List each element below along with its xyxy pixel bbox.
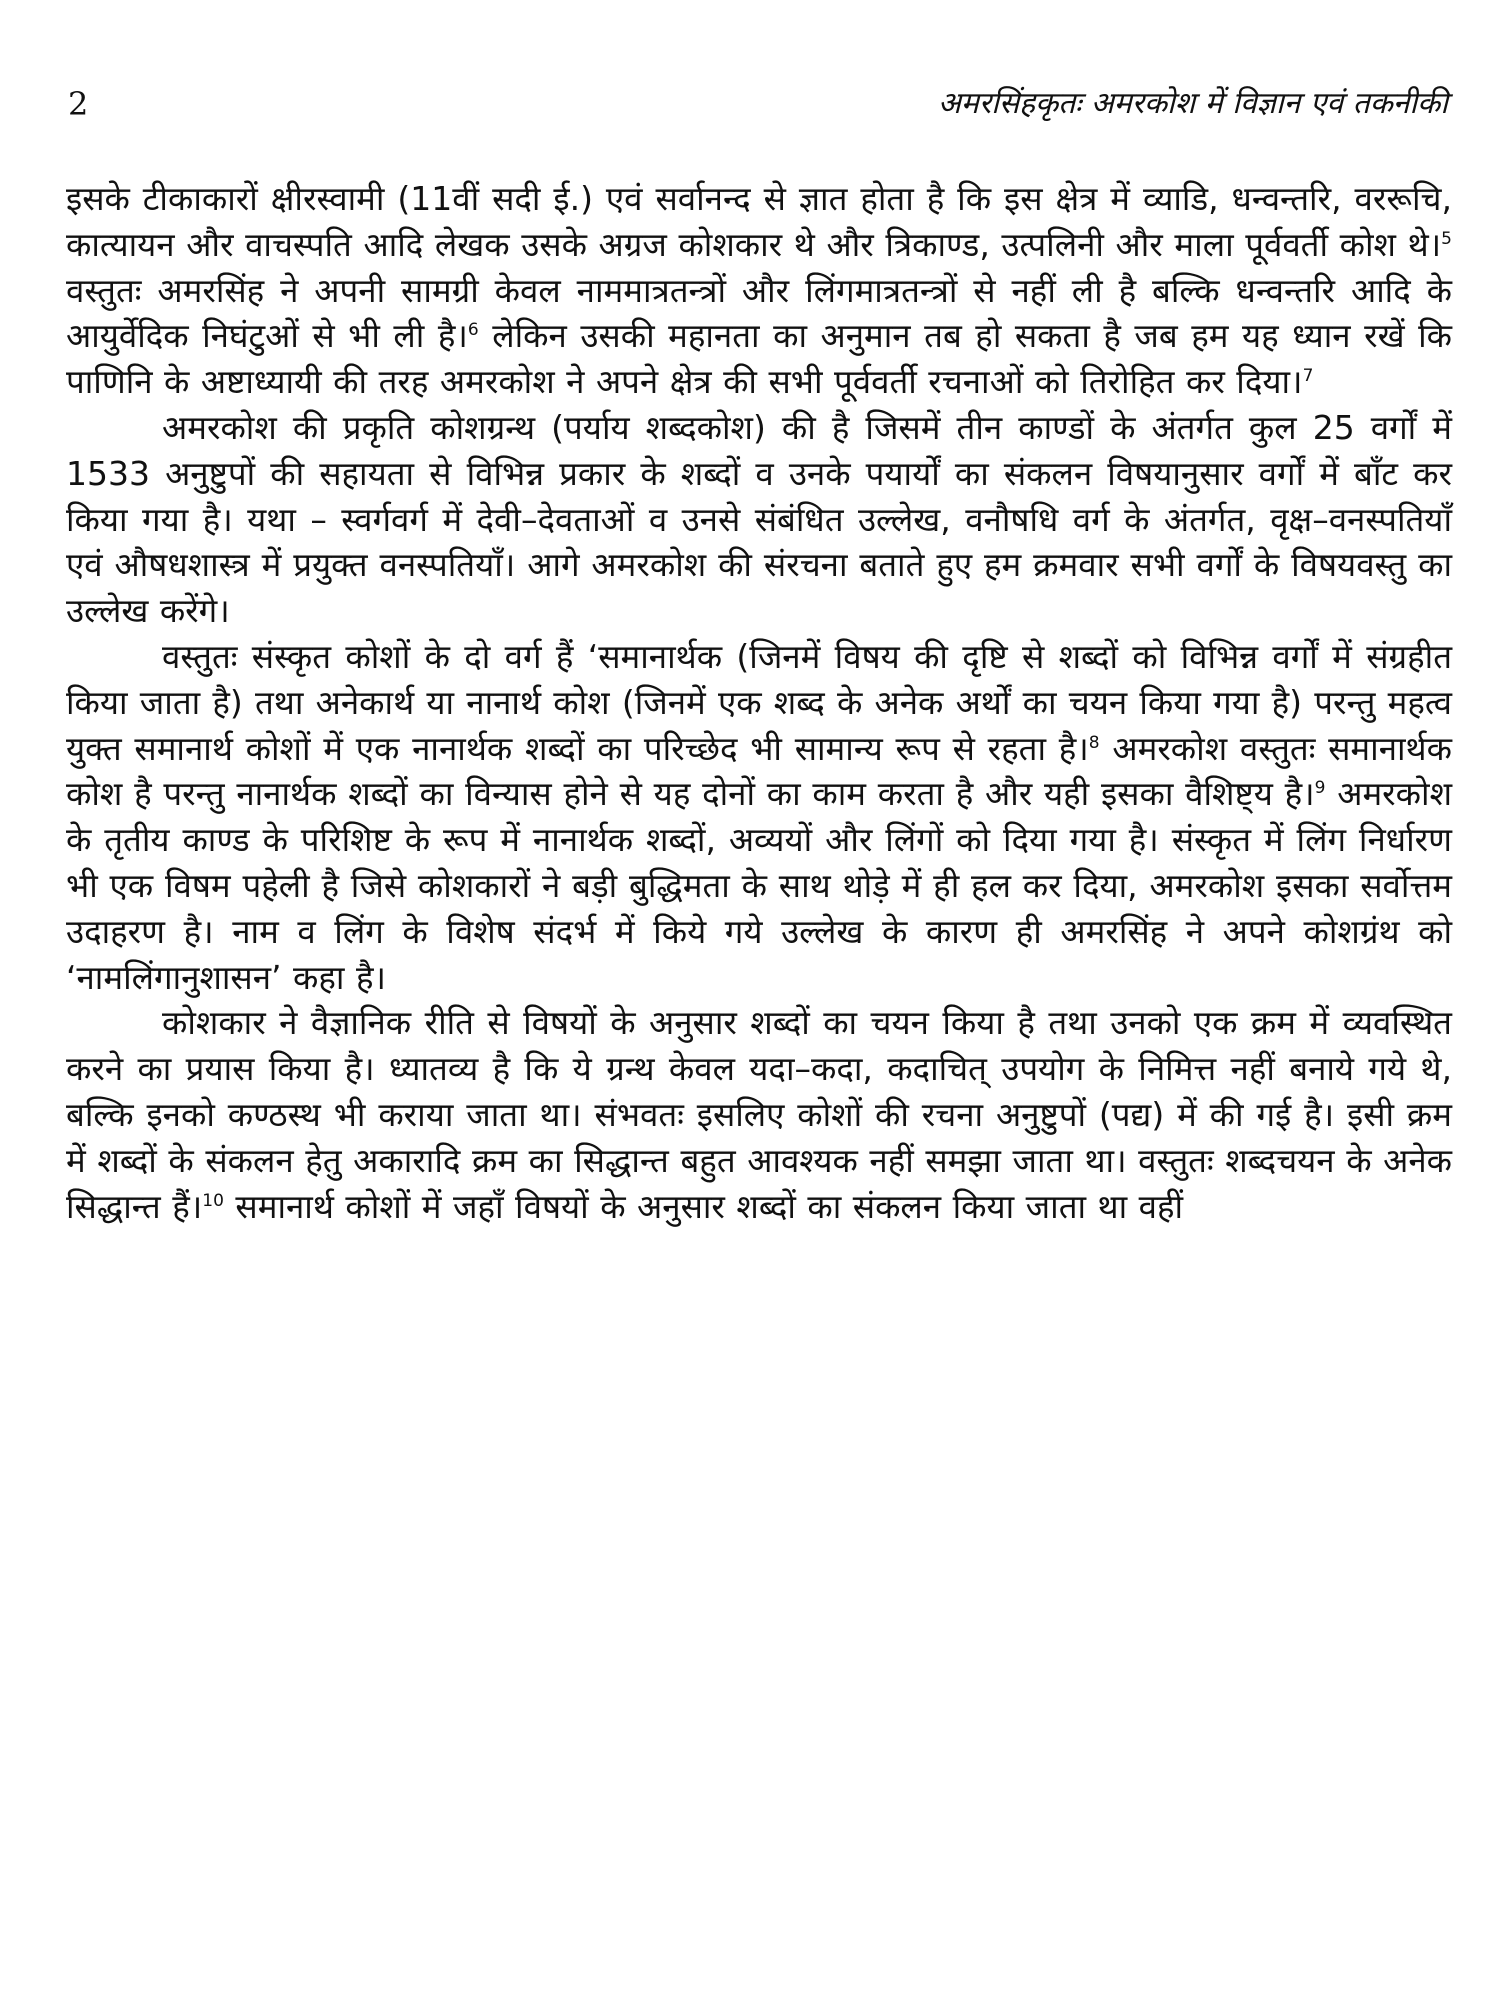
running-title: अमरसिंहकृतः अमरकोश में विज्ञान एवं तकनीकी	[937, 86, 1448, 121]
paragraph	[66, 1000, 1452, 1229]
paragraph-text: अमरकोश के तृतीय काण्ड के परिशिष्ट के रूप में नानार्थक शब्दों, अव्ययों और लिंगों को दिया गया है। संस्कृत में लिंग निर्धारण भी एक विषम पहेली है जिसे कोशकारों ने बड़ी बुद्धिमता के साथ थोड़े में ही हल कर दिया, अमरकोश इसका सर्वोत्तम उदाहरण है। नाम व लिंग के विशेष संदर्भ में किये गये उल्लेख के कारण ही अमरसिंह ने अपने कोशग्रंथ को ‘नामलिंगानुशासन’ कहा है।	[66, 774, 1453, 997]
footnote-ref: 10	[202, 1190, 224, 1211]
paragraph-text: कोशकार ने वैज्ञानिक रीति से विषयों के अनुसार शब्दों का चयन किया है तथा उनको एक क्रम में व्यवस्थित करने का प्रयास किया है। ध्यातव्य है कि ये ग्रन्थ केवल यदा–कदा, कदाचित् उपयोग के निमित्त नहीं बनाये गये थे, बल्कि इनको कण्ठस्थ भी कराया जाता था। संभवतः इसलिए कोशों की रचना अनुष्टुपों (पद्य) में की गई है। इसी क्रम में शब्दों के संकलन हेतु अकारादि क्रम का सिद्धान्त बहुत आवश्यक नहीं समझा जाता था। वस्तुतः शब्दचयन के अनेक सिद्धान्त हैं।	[66, 1003, 1452, 1226]
paragraph-text: इसके टीकाकारों क्षीरस्वामी (11वीं सदी ई.) एवं सर्वानन्द से ज्ञात होता है कि इस क्षेत्र में व्याडि, धन्वन्तरि, वररूचि, कात्यायन और वाचस्पति आदि लेखक उसके अग्रज कोशकार थे और त्रिकाण्ड, उत्पलिनी और माला पूर्ववर्ती कोश थे।	[66, 179, 1452, 264]
footnote-ref: 5	[1441, 228, 1452, 249]
footnote-ref: 7	[1302, 366, 1314, 387]
paragraph-text: लेकिन उसकी महानता का अनुमान तब हो सकता है जब हम यह ध्यान रखें कि पाणिनि के अष्टाध्यायी की तरह अमरकोश ने अपने क्षेत्र की सभी पूर्ववर्ती रचनाओं को तिरोहित कर दिया।	[66, 316, 1452, 402]
body-text	[66, 176, 1452, 1229]
paragraph-text: वस्तुतः अमरसिंह ने अपनी सामग्री केवल नाममात्रतन्त्रों और लिंगमात्रतन्त्रों से नहीं ली है बल्कि धन्वन्तरि आदि के आयुर्वेदिक निघंटुओं से भी ली है।	[66, 270, 1452, 356]
paragraph-text: अमरकोश की प्रकृति कोशग्रन्थ (पर्याय शब्दकोश) की है जिसमें तीन काण्डों के अंतर्गत कुल 25 वर्गों में 1533 अनुष्टुपों की सहायता से विभिन्न प्रकार के शब्दों व उनके पयार्यों का संकलन विषयानुसार वर्गों में बाँट कर किया गया है। यथा – स्वर्गवर्ग में देवी–देवताओं व उनसे संबंधित उल्लेख, वनौषधि वर्ग के अंतर्गत, वृक्ष–वनस्पतियाँ एवं औषधशास्त्र में प्रयुक्त वनस्पतियाँ। आगे अमरकोश की संरचना बताते हुए हम क्रमवार सभी वर्गों के विषयवस्तु का उल्लेख करेंगे।	[66, 407, 1452, 631]
paragraph	[66, 176, 1452, 405]
paragraph	[66, 634, 1452, 1000]
paragraph-text: वस्तुतः संस्कृत कोशों के दो वर्ग हैं ‘समानार्थक (जिनमें विषय की दृष्टि से शब्दों को विभिन्न वर्गों में संग्रहीत किया जाता है) तथा अनेकार्थ या नानार्थ कोश (जिनमें एक शब्द के अनेक अर्थों का चयन किया गया है) परन्तु महत्व युक्त समानार्थ कोशों में एक नानार्थक शब्दों का परिच्छेद भी सामान्य रूप से रहता है।	[66, 636, 1452, 768]
footnote-ref: 8	[1088, 732, 1100, 753]
paragraph	[66, 405, 1452, 634]
page-header	[68, 84, 1448, 134]
footnote-ref: 6	[467, 320, 479, 341]
paragraph-text: अमरकोश वस्तुतः समानार्थक कोश है परन्तु नानार्थक शब्दों का विन्यास होने से यह दोनों का काम करता है और यही इसका वैशिष्ट्य है।	[66, 728, 1452, 814]
paragraph-text: समानार्थ कोशों में जहाँ विषयों के अनुसार शब्दों का संकलन किया जाता था वहीं	[223, 1186, 1184, 1226]
footnote-ref: 9	[1314, 778, 1326, 799]
page-number: 2	[68, 85, 89, 123]
